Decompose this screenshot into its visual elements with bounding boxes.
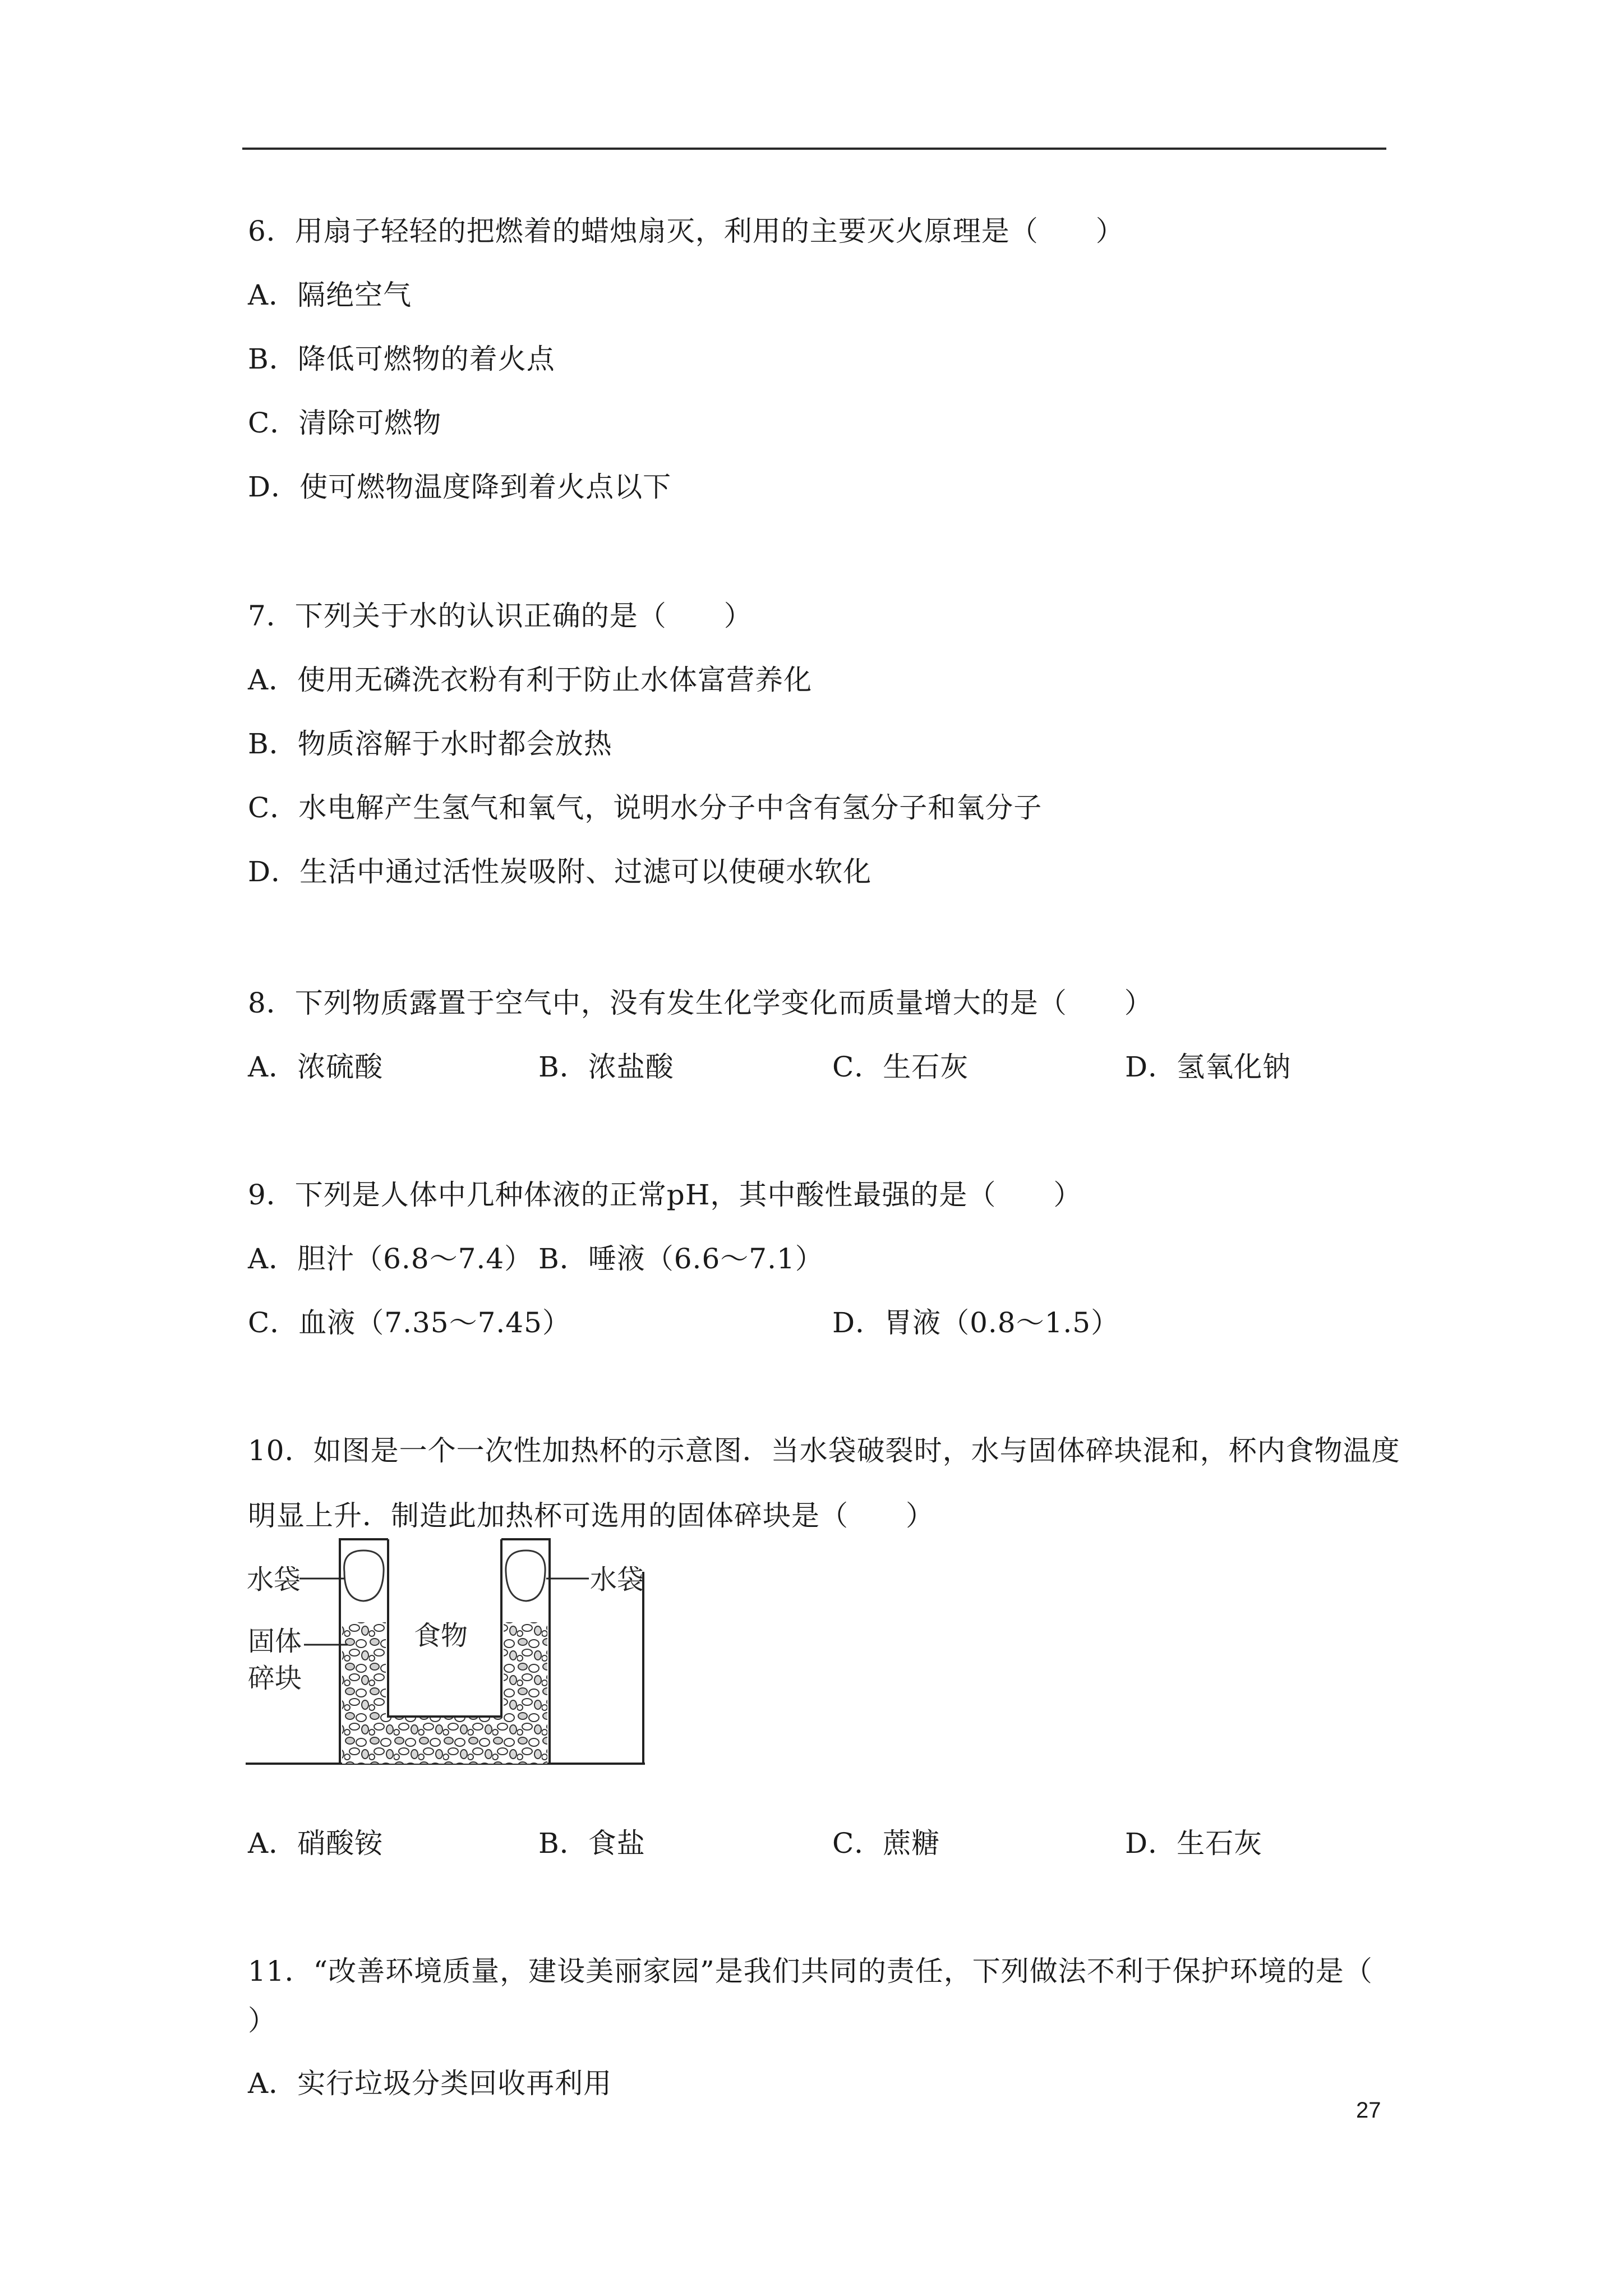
q6-option-c: C．清除可燃物	[248, 407, 442, 439]
q8-option-c: C．生石灰	[832, 1051, 969, 1083]
q6-option-d: D．使可燃物温度降到着火点以下	[248, 471, 672, 503]
q9-option-c: C．血液（7.35～7.45）	[248, 1306, 571, 1339]
q6-stem: 6．用扇子轻轻的把燃着的蜡烛扇灭，利用的主要灭火原理是（ ）	[248, 215, 1124, 247]
q11-option-a: A．实行垃圾分类回收再利用	[248, 2067, 612, 2100]
q10-option-a: A．硝酸铵	[248, 1827, 384, 1860]
q8-stem: 8．下列物质露置于空气中，没有发生化学变化而质量增大的是（ ）	[248, 987, 1153, 1019]
header-rule	[242, 148, 1386, 150]
q8-option-b: B．浓盐酸	[538, 1051, 674, 1083]
q6-option-b: B．降低可燃物的着火点	[248, 343, 555, 375]
q10-stem-line1: 10．如图是一个一次性加热杯的示意图．当水袋破裂时，水与固体碎块混和，杯内食物温度	[248, 1434, 1400, 1467]
q7-stem: 7．下列关于水的认识正确的是（ ）	[248, 600, 753, 632]
q9-option-b: B．唾液（6.6～7.1）	[538, 1243, 824, 1275]
q9-stem: 9．下列是人体中几种体液的正常pH，其中酸性最强的是（ ）	[248, 1179, 1082, 1211]
q10-option-d: D．生石灰	[1125, 1827, 1263, 1860]
q9-option-a: A．胆汁（6.8～7.4）	[248, 1243, 533, 1275]
q9-option-d: D．胃液（0.8～1.5）	[832, 1306, 1120, 1339]
heating-cup-diagram	[246, 1538, 645, 1774]
label-water-bag-right: 水袋	[590, 1564, 644, 1595]
label-food: 食物	[414, 1620, 468, 1651]
q7-option-d: D．生活中通过活性炭吸附、过滤可以使硬水软化	[248, 855, 872, 888]
label-solid-line2: 碎块	[248, 1663, 302, 1694]
label-water-bag-left: 水袋	[247, 1564, 301, 1595]
q6-option-a: A．隔绝空气	[248, 279, 412, 311]
q10-stem-line2: 明显上升．制造此加热杯可选用的固体碎块是（ ）	[248, 1499, 934, 1532]
q7-option-c: C．水电解产生氢气和氧气，说明水分子中含有氢分子和氧分子	[248, 792, 1043, 824]
q10-option-c: C．蔗糖	[832, 1827, 940, 1860]
q8-option-d: D．氢氧化钠	[1125, 1051, 1292, 1083]
q7-option-a: A．使用无磷洗衣粉有利于防止水体富营养化	[248, 664, 813, 696]
q11-stem-line2: ）	[248, 2004, 276, 2037]
q7-option-b: B．物质溶解于水时都会放热	[248, 728, 612, 760]
page-number: 27	[1356, 2098, 1381, 2123]
q10-option-b: B．食盐	[538, 1827, 645, 1860]
q8-option-a: A．浓硫酸	[248, 1051, 384, 1083]
q11-stem-line1: 11．“改善环境质量，建设美丽家园”是我们共同的责任，下列做法不利于保护环境的是（	[248, 1955, 1373, 1987]
label-solid-line1: 固体	[248, 1626, 302, 1657]
